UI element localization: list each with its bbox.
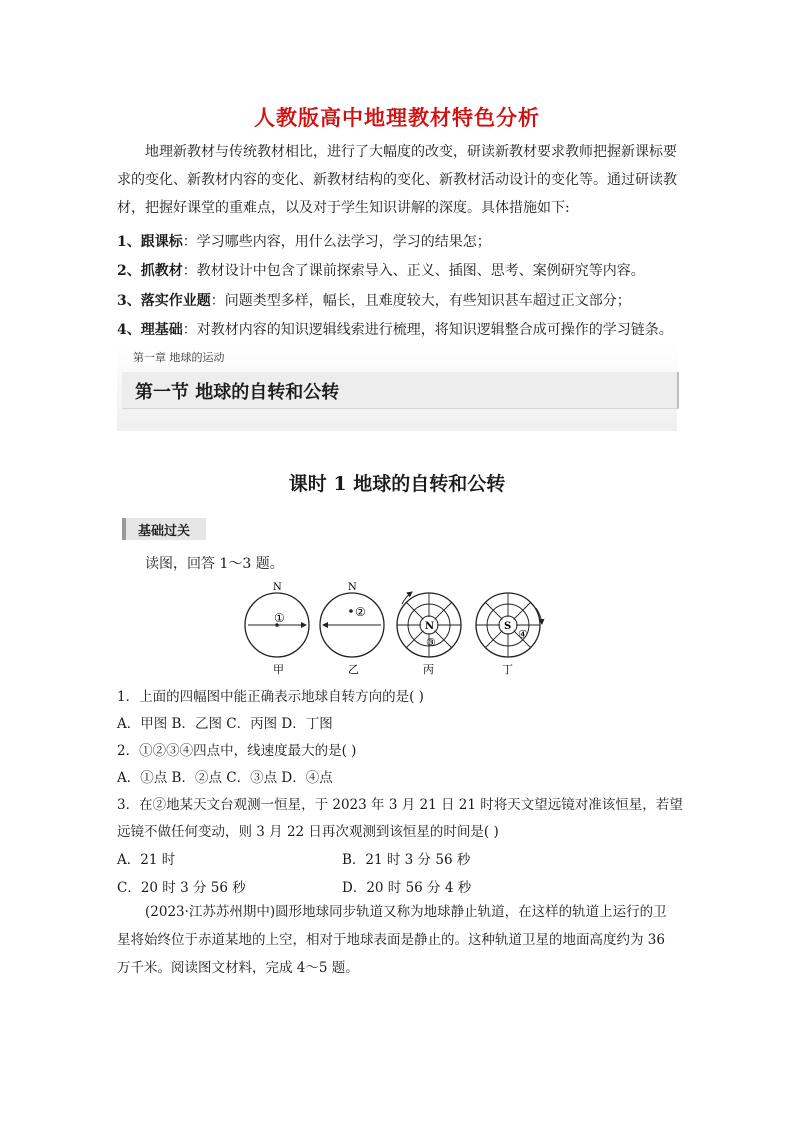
passage-line-3: 万千米。阅读图文材料，完成 4～5 题。	[117, 960, 359, 976]
panel-label-ding: 丁	[502, 663, 513, 676]
panel-bing	[397, 592, 461, 676]
panel-jia	[245, 582, 309, 676]
passage-line-1: (2023·江苏苏州期中)圆形地球同步轨道又称为地球静止轨道，在这样的轨道上运行的卫	[145, 904, 667, 920]
measure-text: ：问题类型多样，幅长，且难度较大，有些知识甚车超过正文部分；	[210, 293, 631, 309]
measure-2	[117, 260, 645, 280]
measure-text: ：对教材内容的知识逻辑线索进行梳理，将知识逻辑整合成可操作的学习链条。	[182, 322, 673, 338]
intro-paragraph: 地理新教材与传统教材相比，进行了大幅度的改变，研读新教材要求教师把握新课标要求的变化、新教材内容的变化、新教材结构的变化、新教材活动设计的变化等。通过研读教材，把握好课堂的重难点，以及对于学生知识讲解的深度。具体措施如下:	[117, 144, 677, 216]
measure-1	[117, 231, 491, 251]
measure-label: 1、跟课标	[117, 234, 183, 250]
panel-label-yi: 乙	[348, 663, 359, 676]
earth-rotation-figure	[236, 578, 546, 678]
measure-3	[117, 290, 631, 310]
panel-label-jia: 甲	[273, 663, 284, 676]
south-pole-label: S	[504, 621, 512, 632]
point-3-label: ③	[426, 636, 436, 649]
point-2-label: ②	[355, 605, 366, 619]
question-3-line1: 3．在②地某天文台观测一恒星，于 2023 年 3 月 21 日 21 时将天文望远镜对准该恒星，若望	[117, 797, 683, 813]
question-3-option-b: B．21 时 3 分 56 秒	[342, 852, 471, 868]
tag-label: 基础过关	[138, 524, 191, 539]
panel-label-bing: 丙	[423, 663, 434, 676]
north-label: N	[273, 582, 282, 593]
question-3-option-a: A．21 时	[117, 852, 176, 868]
lesson-title: 课时 1 地球的自转和公转	[288, 473, 506, 495]
question-1-options: A．甲图 B．乙图 C．丙图 D．丁图	[117, 716, 333, 732]
chapter-label: 第一章 地球的运动	[133, 351, 225, 364]
document-title: 人教版高中地理教材特色分析	[254, 106, 540, 130]
section-title: 第一节 地球的自转和公转	[135, 382, 340, 403]
question-3-option-c: C．20 时 3 分 56 秒	[117, 880, 246, 896]
measure-text: ：教材设计中包含了课前探索导入、正义、插图、思考、案例研究等内容。	[182, 263, 645, 279]
north-label: N	[348, 582, 357, 593]
basic-practice-tag	[122, 518, 206, 540]
question-2-options: A．①点 B．②点 C．③点 D．④点	[117, 770, 333, 786]
question-1: 1．上面的四幅图中能正确表示地球自转方向的是( )	[117, 689, 424, 705]
question-3-option-d: D．20 时 56 分 4 秒	[342, 880, 472, 896]
measure-label: 3、落实作业题	[117, 293, 211, 309]
question-prompt: 读图，回答 1～3 题。	[145, 556, 284, 572]
north-pole-label: N	[425, 621, 435, 632]
passage-line-2: 星将始终位于赤道某地的上空，相对于地球表面是静止的。这种轨道卫星的地面高度约为 36	[117, 932, 665, 948]
question-3-line2: 远镜不做任何变动，则 3 月 22 日再次观测到该恒星的时间是( )	[117, 824, 499, 840]
measure-4	[117, 319, 673, 339]
point-1-label: ①	[274, 611, 285, 625]
measure-label: 2、抓教材	[117, 263, 183, 279]
panel-yi	[320, 582, 384, 676]
panel-ding	[476, 593, 542, 676]
point-4-label: ④	[518, 628, 528, 641]
question-2: 2．①②③④四点中，线速度最大的是( )	[117, 743, 357, 759]
measure-text: ：学习哪些内容，用什么法学习，学习的结果怎；	[182, 234, 491, 250]
measure-label: 4、理基础	[117, 322, 183, 338]
